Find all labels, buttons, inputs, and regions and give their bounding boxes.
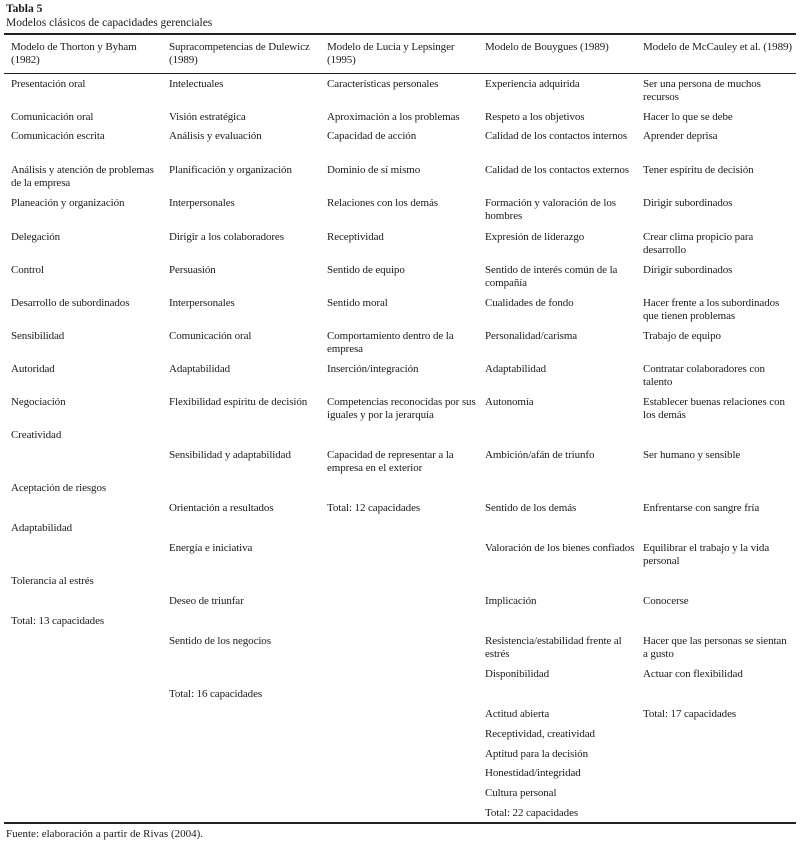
- table-cell: Interpersonales: [169, 297, 235, 309]
- table-cell: Hacer que las personas se sientan a gusto: [643, 635, 787, 661]
- table-cell: Trabajo de equipo: [643, 330, 721, 342]
- table-cell: Disponibilidad: [485, 668, 549, 680]
- table-cell: Total: 12 capacidades: [327, 502, 421, 514]
- table-cell: Dominio de sí mismo: [327, 164, 421, 176]
- table-cell: Autoridad: [11, 363, 55, 375]
- table-cell: Respeto a los objetivos: [485, 111, 585, 123]
- table-cell: Total: 13 capacidades: [11, 615, 105, 627]
- table-cell: Enfrentarse con sangre fría: [643, 502, 760, 514]
- top-rule: [4, 33, 796, 35]
- table-cell: Comunicación escrita: [11, 130, 105, 142]
- table-cell: Flexibilidad espíritu de decisión: [169, 396, 308, 408]
- table-cell: Hacer frente a los subordinados que tienen problemas: [643, 297, 780, 323]
- table-cell: Delegación: [11, 231, 61, 243]
- table-cell: Desarrollo de subordinados: [11, 297, 130, 309]
- table-cell: Sensibilidad: [11, 330, 65, 342]
- table-cell: Sentido de los demás: [485, 502, 577, 514]
- table-cell: Expresión de liderazgo: [485, 231, 585, 243]
- table-cell: Establecer buenas relaciones con los demás: [643, 396, 785, 422]
- table-cell: Experiencia adquirida: [485, 78, 580, 90]
- column-header: Supracompetencias de Dulewicz (1989): [169, 41, 310, 67]
- table-cell: Intelectuales: [169, 78, 224, 90]
- table-cell: Comportamiento dentro de la empresa: [327, 330, 454, 356]
- table-caption: Modelos clásicos de capacidades gerenciales: [6, 17, 213, 29]
- table-cell: Visión estratégica: [169, 111, 246, 123]
- table-cell: Cultura personal: [485, 787, 557, 799]
- column-header: Modelo de Lucia y Lepsinger (1995): [327, 41, 455, 67]
- table-cell: Receptividad, creatividad: [485, 728, 595, 740]
- table-cell: Aptitud para la decisión: [485, 748, 588, 760]
- table-cell: Ser una persona de muchos recursos: [643, 78, 761, 104]
- table-cell: Tener espíritu de decisión: [643, 164, 754, 176]
- table-cell: Receptividad: [327, 231, 384, 243]
- table-cell: Negociación: [11, 396, 66, 408]
- table-cell: Interpersonales: [169, 197, 235, 209]
- table-cell: Aceptación de riesgos: [11, 482, 107, 494]
- table-cell: Inserción/integración: [327, 363, 419, 375]
- table-cell: Honestidad/integridad: [485, 767, 581, 779]
- table-cell: Calidad de los contactos internos: [485, 130, 628, 142]
- table-cell: Valoración de los bienes confiados: [485, 542, 635, 554]
- bottom-rule: [4, 822, 796, 824]
- table-cell: Total: 16 capacidades: [169, 688, 263, 700]
- table-cell: Capacidad de acción: [327, 130, 417, 142]
- table-cell: Conocerse: [643, 595, 689, 607]
- table-cell: Dirigir a los colaboradores: [169, 231, 284, 243]
- table-cell: Contratar colaboradores con talento: [643, 363, 765, 389]
- table-cell: Presentación oral: [11, 78, 86, 90]
- table-cell: Sentido de los negocios: [169, 635, 271, 647]
- table-cell: Aprender deprisa: [643, 130, 718, 142]
- table-cell: Análisis y evaluación: [169, 130, 262, 142]
- table-cell: Relaciones con los demás: [327, 197, 438, 209]
- table-cell: Planeación y organización: [11, 197, 125, 209]
- table-cell: Creatividad: [11, 429, 62, 441]
- table-cell: Cualidades de fondo: [485, 297, 574, 309]
- column-header: Modelo de Bouygues (1989): [485, 41, 609, 53]
- table-cell: Dirigir subordinados: [643, 197, 733, 209]
- table-cell: Sentido moral: [327, 297, 388, 309]
- table-cell: Dirigir subordinados: [643, 264, 733, 276]
- table-cell: Actitud abierta: [485, 708, 550, 720]
- table-cell: Comunicación oral: [11, 111, 94, 123]
- table-cell: Adaptabilidad: [11, 522, 73, 534]
- table-cell: Crear clima propicio para desarrollo: [643, 231, 754, 257]
- table-cell: Planificación y organización: [169, 164, 292, 176]
- table-cell: Formación y valoración de los hombres: [485, 197, 616, 223]
- table-cell: Resistencia/estabilidad frente al estrés: [485, 635, 622, 661]
- table-cell: Adaptabilidad: [485, 363, 547, 375]
- table-cell: Personalidad/carisma: [485, 330, 578, 342]
- table-cell: Adaptabilidad: [169, 363, 231, 375]
- table-cell: Comunicación oral: [169, 330, 252, 342]
- table-cell: Hacer lo que se debe: [643, 111, 733, 123]
- column-header: Modelo de Thorton y Byham (1982): [11, 41, 137, 67]
- table-cell: Ser humano y sensible: [643, 449, 741, 461]
- table-cell: Implicación: [485, 595, 537, 607]
- table-cell: Análisis y atención de problemas de la empresa: [11, 164, 154, 190]
- table-cell: Orientación a resultados: [169, 502, 274, 514]
- header-rule: [4, 73, 796, 74]
- table-cell: Características personales: [327, 78, 439, 90]
- table-cell: Control: [11, 264, 44, 276]
- table-cell: Capacidad de representar a la empresa en el exterior: [327, 449, 454, 475]
- table-cell: Energía e iniciativa: [169, 542, 253, 554]
- source-note: Fuente: elaboración a partir de Rivas (2004).: [6, 828, 204, 840]
- table-cell: Calidad de los contactos externos: [485, 164, 629, 176]
- column-header: Modelo de McCauley et al. (1989): [643, 41, 792, 53]
- table-cell: Autonomía: [485, 396, 534, 408]
- table-cell: Equilibrar el trabajo y la vida personal: [643, 542, 770, 568]
- table-cell: Sensibilidad y adaptabilidad: [169, 449, 291, 461]
- table-cell: Sentido de equipo: [327, 264, 405, 276]
- table-cell: Sentido de interés común de la compañía: [485, 264, 618, 290]
- table-cell: Tolerancia al estrés: [11, 575, 94, 587]
- table-cell: Persuasión: [169, 264, 216, 276]
- table-cell: Ambición/afán de triunfo: [485, 449, 595, 461]
- table-cell: Aproximación a los problemas: [327, 111, 460, 123]
- table-cell: Total: 22 capacidades: [485, 807, 579, 819]
- table-cell: Competencias reconocidas por sus iguales y por la jerarquía: [327, 396, 476, 422]
- table-cell: Total: 17 capacidades: [643, 708, 737, 720]
- table-cell: Actuar con flexibilidad: [643, 668, 743, 680]
- table-cell: Deseo de triunfar: [169, 595, 244, 607]
- table-label: Tabla 5: [6, 3, 43, 15]
